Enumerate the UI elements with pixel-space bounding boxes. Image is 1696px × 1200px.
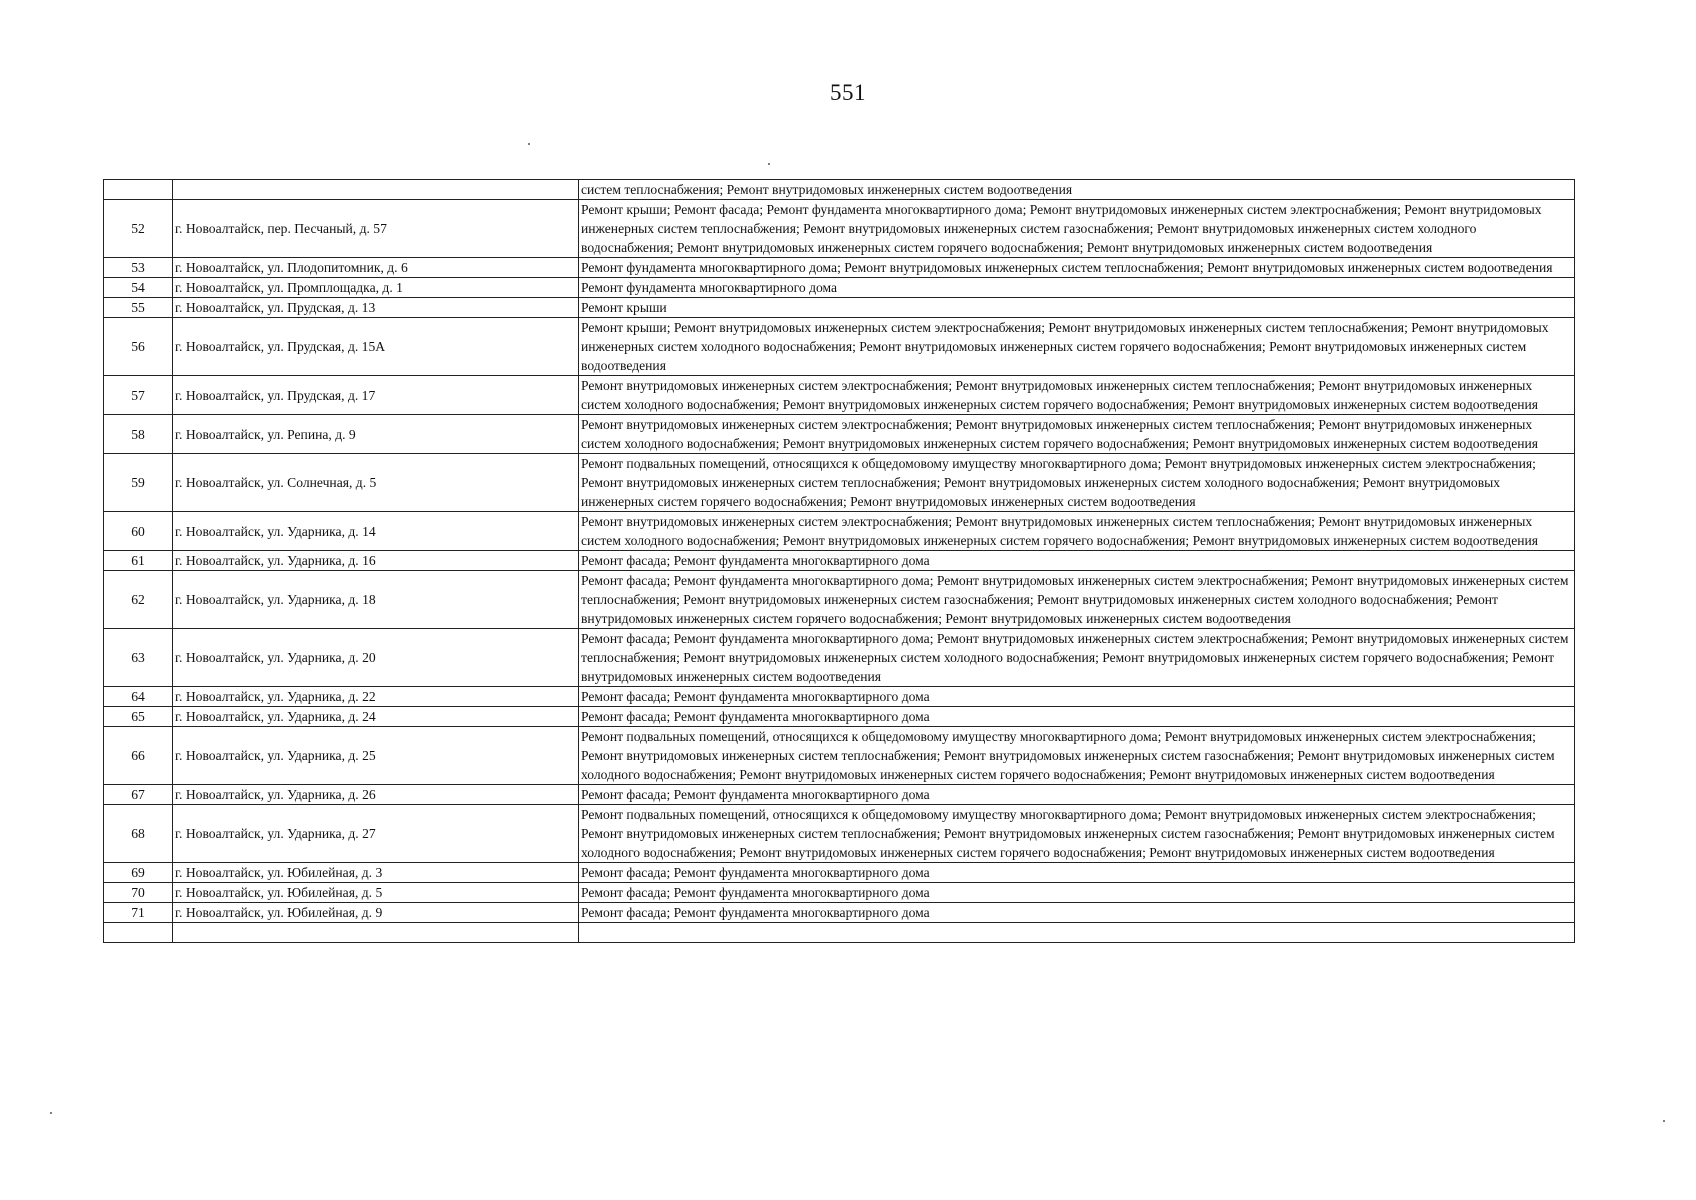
row-number-cell: 53: [104, 258, 173, 278]
table-row: [104, 687, 1575, 707]
row-number-cell: 69: [104, 863, 173, 883]
works-cell: Ремонт крыши; Ремонт внутридомовых инженерных систем электроснабжения; Ремонт внутридомовых инженерных систем теплоснабжения; Ремонт внутридомовых инженерных систем холодного водоснабжения; Ремонт внутридомовых инженерных систем горячего водоснабжения; Ремонт внутридомовых инженерных систем водоотведения: [579, 318, 1575, 376]
table-row: [104, 200, 1575, 258]
table-row: [104, 298, 1575, 318]
row-number-cell: 59: [104, 454, 173, 512]
works-cell: Ремонт фасада; Ремонт фундамента многоквартирного дома: [579, 551, 1575, 571]
table-row-continuation: [104, 180, 1575, 200]
table-row: [104, 376, 1575, 415]
table-row: [104, 454, 1575, 512]
works-cell: Ремонт внутридомовых инженерных систем электроснабжения; Ремонт внутридомовых инженерных систем теплоснабжения; Ремонт внутридомовых инженерных систем холодного водоснабжения; Ремонт внутридомовых инженерных систем горячего водоснабжения; Ремонт внутридомовых инженерных систем водоотведения: [579, 415, 1575, 454]
address-cell: г. Новоалтайск, ул. Прудская, д. 13: [173, 298, 579, 318]
works-cell: Ремонт фасада; Ремонт фундамента многоквартирного дома; Ремонт внутридомовых инженерных систем электроснабжения; Ремонт внутридомовых инженерных систем теплоснабжения; Ремонт внутридомовых инженерных систем газоснабжения; Ремонт внутридомовых инженерных систем холодного водоснабжения; Ремонт внутридомовых инженерных систем горячего водоснабжения; Ремонт внутридомовых инженерных систем водоотведения: [579, 571, 1575, 629]
works-cell: Ремонт подвальных помещений, относящихся к общедомовому имуществу многоквартирного дома; Ремонт внутридомовых инженерных систем электроснабжения; Ремонт внутридомовых инженерных систем теплоснабжения; Ремонт внутридомовых инженерных систем газоснабжения; Ремонт внутридомовых инженерных систем холодного водоснабжения; Ремонт внутридомовых инженерных систем горячего водоснабжения; Ремонт внутридомовых инженерных систем водоотведения: [579, 805, 1575, 863]
row-number-cell: 58: [104, 415, 173, 454]
works-cell: Ремонт подвальных помещений, относящихся к общедомовому имуществу многоквартирного дома; Ремонт внутридомовых инженерных систем электроснабжения; Ремонт внутридомовых инженерных систем теплоснабжения; Ремонт внутридомовых инженерных систем холодного водоснабжения; Ремонт внутридомовых инженерных систем горячего водоснабжения; Ремонт внутридомовых инженерных систем водоотведения: [579, 454, 1575, 512]
works-cell: систем теплоснабжения; Ремонт внутридомовых инженерных систем водоотведения: [579, 180, 1575, 200]
address-cell: г. Новоалтайск, ул. Ударника, д. 14: [173, 512, 579, 551]
address-cell: г. Новоалтайск, ул. Прудская, д. 15А: [173, 318, 579, 376]
table-row: [104, 318, 1575, 376]
works-cell: Ремонт фасада; Ремонт фундамента многоквартирного дома; Ремонт внутридомовых инженерных систем электроснабжения; Ремонт внутридомовых инженерных систем теплоснабжения; Ремонт внутридомовых инженерных систем холодного водоснабжения; Ремонт внутридомовых инженерных систем горячего водоснабжения; Ремонт внутридомовых инженерных систем водоотведения: [579, 629, 1575, 687]
row-number-cell: 60: [104, 512, 173, 551]
address-cell: г. Новоалтайск, ул. Ударника, д. 16: [173, 551, 579, 571]
works-cell: Ремонт фасада; Ремонт фундамента многоквартирного дома: [579, 903, 1575, 923]
table-row: [104, 512, 1575, 551]
table-row: [104, 551, 1575, 571]
works-cell: Ремонт фундамента многоквартирного дома; Ремонт внутридомовых инженерных систем теплоснабжения; Ремонт внутридомовых инженерных систем водоотведения: [579, 258, 1575, 278]
address-cell: г. Новоалтайск, ул. Ударника, д. 26: [173, 785, 579, 805]
table-row: [104, 727, 1575, 785]
row-number-cell: 56: [104, 318, 173, 376]
registry-body: [104, 180, 1575, 943]
table-row: [104, 415, 1575, 454]
table-row: [104, 571, 1575, 629]
works-cell: Ремонт фасада; Ремонт фундамента многоквартирного дома: [579, 863, 1575, 883]
works-cell: Ремонт фасада; Ремонт фундамента многоквартирного дома: [579, 785, 1575, 805]
address-cell: г. Новоалтайск, ул. Репина, д. 9: [173, 415, 579, 454]
works-cell: Ремонт крыши: [579, 298, 1575, 318]
works-cell: Ремонт фасада; Ремонт фундамента многоквартирного дома: [579, 883, 1575, 903]
table-row: [104, 903, 1575, 923]
scan-speck: [528, 143, 530, 145]
table-row: [104, 785, 1575, 805]
row-number-cell: 63: [104, 629, 173, 687]
table-row: [104, 629, 1575, 687]
table-row: [104, 805, 1575, 863]
address-cell: г. Новоалтайск, ул. Прудская, д. 17: [173, 376, 579, 415]
address-cell: г. Новоалтайск, ул. Ударника, д. 18: [173, 571, 579, 629]
table-row-empty: [104, 923, 1575, 943]
address-cell: г. Новоалтайск, ул. Юбилейная, д. 3: [173, 863, 579, 883]
works-cell: Ремонт внутридомовых инженерных систем электроснабжения; Ремонт внутридомовых инженерных систем теплоснабжения; Ремонт внутридомовых инженерных систем холодного водоснабжения; Ремонт внутридомовых инженерных систем горячего водоснабжения; Ремонт внутридомовых инженерных систем водоотведения: [579, 376, 1575, 415]
table-row: [104, 883, 1575, 903]
empty-cell: [173, 923, 579, 943]
works-cell: Ремонт фундамента многоквартирного дома: [579, 278, 1575, 298]
row-number-cell: [104, 180, 173, 200]
table-row: [104, 258, 1575, 278]
address-cell: г. Новоалтайск, ул. Юбилейная, д. 5: [173, 883, 579, 903]
works-cell: Ремонт крыши; Ремонт фасада; Ремонт фундамента многоквартирного дома; Ремонт внутридомовых инженерных систем электроснабжения; Ремонт внутридомовых инженерных систем теплоснабжения; Ремонт внутридомовых инженерных систем газоснабжения; Ремонт внутридомовых инженерных систем холодного водоснабжения; Ремонт внутридомовых инженерных систем горячего водоснабжения; Ремонт внутридомовых инженерных систем водоотведения: [579, 200, 1575, 258]
row-number-cell: 54: [104, 278, 173, 298]
scan-speck: [768, 163, 770, 165]
row-number-cell: 66: [104, 727, 173, 785]
address-cell: г. Новоалтайск, ул. Ударника, д. 25: [173, 727, 579, 785]
works-cell: Ремонт фасада; Ремонт фундамента многоквартирного дома: [579, 707, 1575, 727]
address-cell: г. Новоалтайск, ул. Промплощадка, д. 1: [173, 278, 579, 298]
address-cell: [173, 180, 579, 200]
row-number-cell: 62: [104, 571, 173, 629]
address-cell: г. Новоалтайск, ул. Ударника, д. 24: [173, 707, 579, 727]
address-cell: г. Новоалтайск, ул. Плодопитомник, д. 6: [173, 258, 579, 278]
row-number-cell: 52: [104, 200, 173, 258]
works-cell: Ремонт внутридомовых инженерных систем электроснабжения; Ремонт внутридомовых инженерных систем теплоснабжения; Ремонт внутридомовых инженерных систем холодного водоснабжения; Ремонт внутридомовых инженерных систем горячего водоснабжения; Ремонт внутридомовых инженерных систем водоотведения: [579, 512, 1575, 551]
row-number-cell: 70: [104, 883, 173, 903]
row-number-cell: 67: [104, 785, 173, 805]
page-number: 551: [830, 80, 866, 105]
row-number-cell: 71: [104, 903, 173, 923]
row-number-cell: 61: [104, 551, 173, 571]
row-number-cell: 57: [104, 376, 173, 415]
address-cell: г. Новоалтайск, ул. Ударника, д. 27: [173, 805, 579, 863]
address-cell: г. Новоалтайск, ул. Ударника, д. 20: [173, 629, 579, 687]
table-row: [104, 707, 1575, 727]
address-cell: г. Новоалтайск, ул. Солнечная, д. 5: [173, 454, 579, 512]
row-number-cell: 68: [104, 805, 173, 863]
works-cell: Ремонт подвальных помещений, относящихся к общедомовому имуществу многоквартирного дома; Ремонт внутридомовых инженерных систем электроснабжения; Ремонт внутридомовых инженерных систем теплоснабжения; Ремонт внутридомовых инженерных систем газоснабжения; Ремонт внутридомовых инженерных систем холодного водоснабжения; Ремонт внутридомовых инженерных систем горячего водоснабжения; Ремонт внутридомовых инженерных систем водоотведения: [579, 727, 1575, 785]
address-cell: г. Новоалтайск, ул. Ударника, д. 22: [173, 687, 579, 707]
scan-speck: [1663, 1120, 1665, 1122]
table-row: [104, 278, 1575, 298]
row-number-cell: 65: [104, 707, 173, 727]
repair-registry-table: [103, 179, 1575, 943]
address-cell: г. Новоалтайск, ул. Юбилейная, д. 9: [173, 903, 579, 923]
empty-cell: [579, 923, 1575, 943]
scan-speck: [50, 1112, 52, 1114]
table-row: [104, 863, 1575, 883]
row-number-cell: 64: [104, 687, 173, 707]
empty-cell: [104, 923, 173, 943]
row-number-cell: 55: [104, 298, 173, 318]
works-cell: Ремонт фасада; Ремонт фундамента многоквартирного дома: [579, 687, 1575, 707]
address-cell: г. Новоалтайск, пер. Песчаный, д. 57: [173, 200, 579, 258]
